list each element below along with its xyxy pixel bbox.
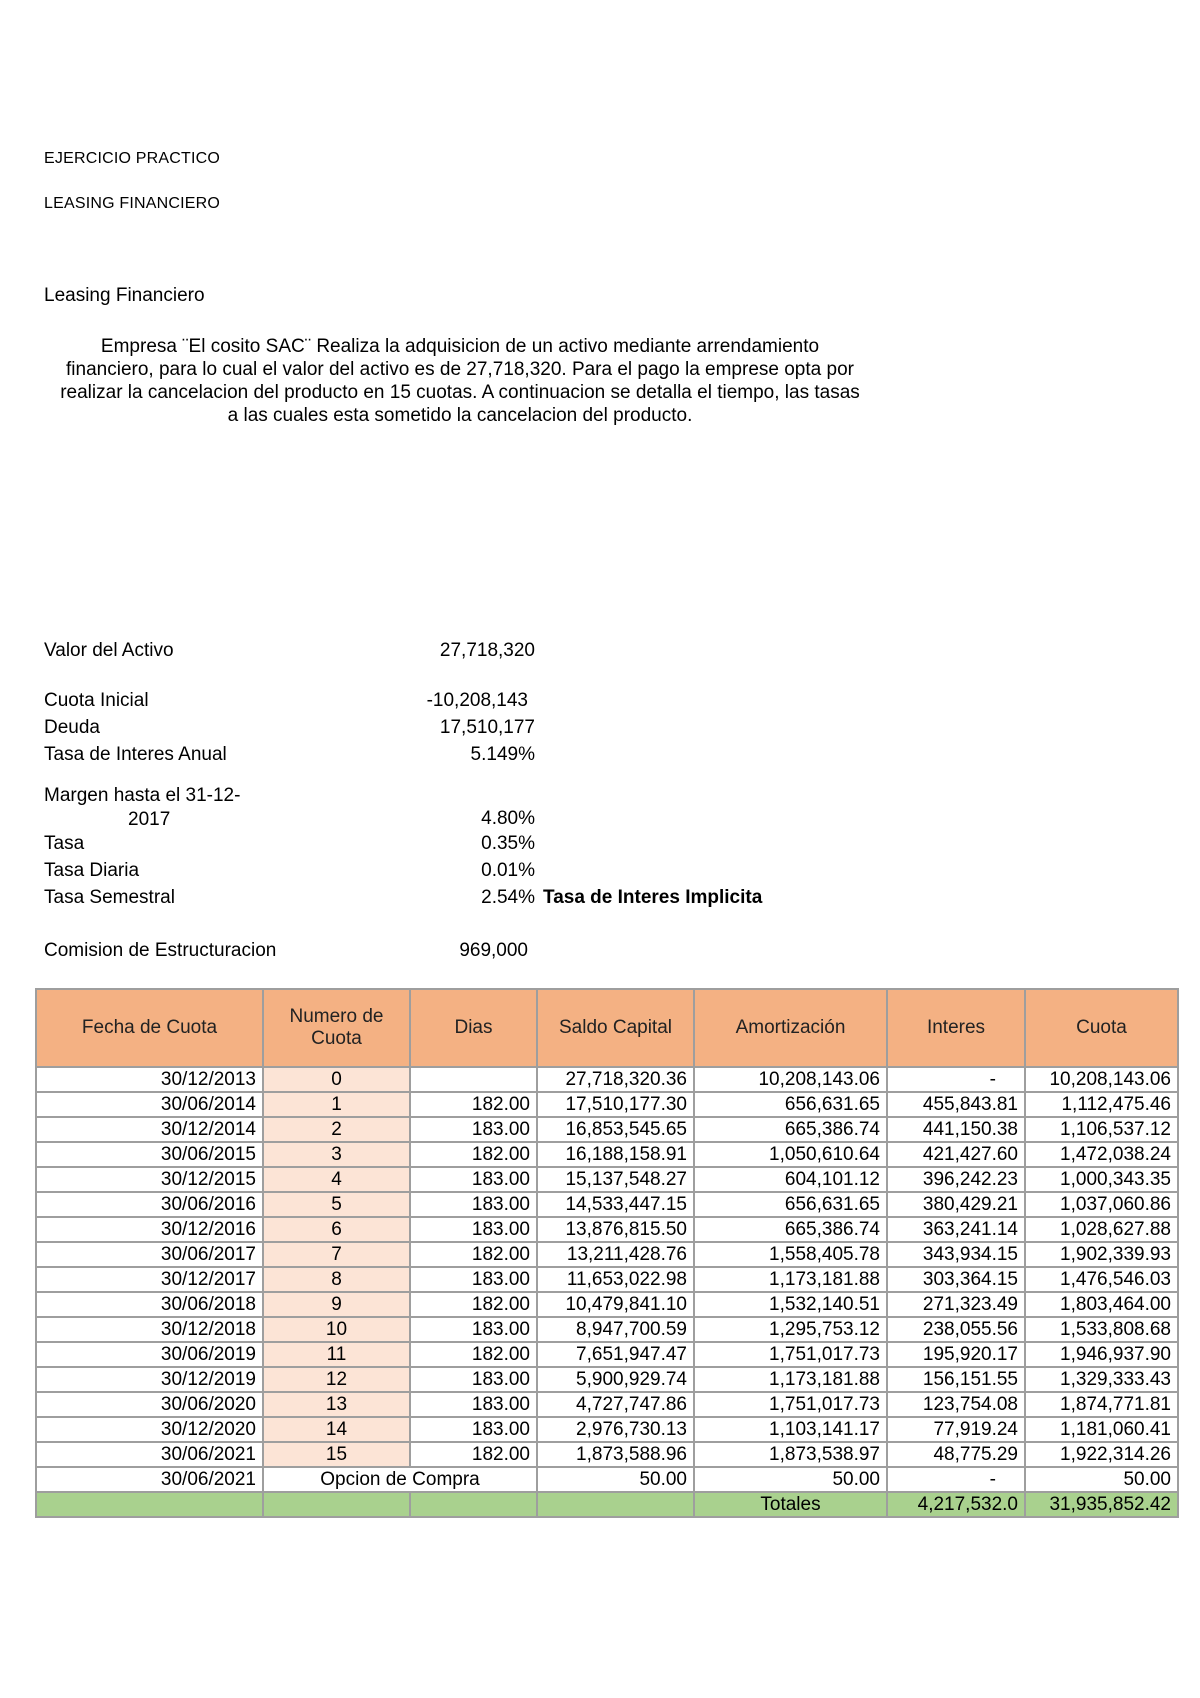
tasa-label: Tasa: [44, 833, 85, 854]
cell-dias: 182.00: [410, 1242, 537, 1267]
valor-activo-label: Valor del Activo: [44, 640, 174, 661]
tasa-anual-value: 5.149%: [470, 744, 535, 765]
opcion-fecha: 30/06/2021: [36, 1467, 263, 1492]
cell-dias: [410, 1067, 537, 1092]
opcion-cuota: 50.00: [1025, 1467, 1178, 1492]
margen-label: [44, 784, 264, 832]
cell-cuota: 1,902,339.93: [1025, 1242, 1178, 1267]
cell-saldo: 16,853,545.65: [537, 1117, 694, 1142]
cell-fecha: 30/06/2016: [36, 1192, 263, 1217]
cell-interes: 343,934.15: [887, 1242, 1025, 1267]
comision-label: Comision de Estructuracion: [44, 940, 277, 961]
cell-dias: 182.00: [410, 1292, 537, 1317]
cell-fecha: 30/06/2015: [36, 1142, 263, 1167]
cell-fecha: 30/06/2018: [36, 1292, 263, 1317]
table-row: [36, 1092, 1178, 1117]
cell-fecha: 30/06/2017: [36, 1242, 263, 1267]
cell-fecha: 30/12/2017: [36, 1267, 263, 1292]
header-cuota: Cuota: [1025, 989, 1178, 1067]
totales-empty-2: [263, 1492, 410, 1517]
cell-fecha: 30/06/2014: [36, 1092, 263, 1117]
totales-cuota: 31,935,852.42: [1025, 1492, 1178, 1517]
cell-fecha: 30/06/2020: [36, 1392, 263, 1417]
cell-cuota: 10,208,143.06: [1025, 1067, 1178, 1092]
cell-saldo: 4,727,747.86: [537, 1392, 694, 1417]
cell-cuota: 1,922,314.26: [1025, 1442, 1178, 1467]
cell-fecha: 30/06/2021: [36, 1442, 263, 1467]
cell-cuota: 1,476,546.03: [1025, 1267, 1178, 1292]
section-title: Leasing Financiero: [44, 285, 205, 306]
cell-dias: 183.00: [410, 1417, 537, 1442]
cell-fecha: 30/12/2018: [36, 1317, 263, 1342]
cell-numero: 3: [263, 1142, 410, 1167]
cell-amortizacion: 1,751,017.73: [694, 1392, 887, 1417]
cell-numero: 6: [263, 1217, 410, 1242]
cell-numero: 4: [263, 1167, 410, 1192]
cell-dias: 183.00: [410, 1192, 537, 1217]
table-row: [36, 1367, 1178, 1392]
table-row: [36, 1242, 1178, 1267]
tasa-value: 0.35%: [481, 833, 535, 854]
cell-fecha: 30/12/2014: [36, 1117, 263, 1142]
cell-saldo: 27,718,320.36: [537, 1067, 694, 1092]
cell-dias: 183.00: [410, 1167, 537, 1192]
margen-value: 4.80%: [481, 808, 535, 829]
table-row: [36, 1142, 1178, 1167]
tasa-implicita-note: Tasa de Interes Implicita: [543, 887, 763, 908]
opcion-interes: -: [887, 1467, 1025, 1492]
cell-interes: 156,151.55: [887, 1367, 1025, 1392]
cell-numero: 2: [263, 1117, 410, 1142]
totales-interes: 4,217,532.0: [887, 1492, 1025, 1517]
cell-saldo: 1,873,588.96: [537, 1442, 694, 1467]
cell-amortizacion: 1,532,140.51: [694, 1292, 887, 1317]
cell-numero: 11: [263, 1342, 410, 1367]
cell-saldo: 2,976,730.13: [537, 1417, 694, 1442]
cell-dias: 183.00: [410, 1317, 537, 1342]
header-fecha: Fecha de Cuota: [36, 989, 263, 1067]
cell-interes: 123,754.08: [887, 1392, 1025, 1417]
table-row: [36, 1192, 1178, 1217]
cell-saldo: 13,876,815.50: [537, 1217, 694, 1242]
cell-amortizacion: 665,386.74: [694, 1217, 887, 1242]
deuda-label: Deuda: [44, 717, 100, 738]
cell-saldo: 8,947,700.59: [537, 1317, 694, 1342]
tasa-diaria-value: 0.01%: [481, 860, 535, 881]
totales-empty-3: [410, 1492, 537, 1517]
cell-dias: 183.00: [410, 1217, 537, 1242]
cell-cuota: 1,533,808.68: [1025, 1317, 1178, 1342]
header-amortizacion: Amortización: [694, 989, 887, 1067]
margen-label-line2: 2017: [128, 809, 171, 830]
header-interes: Interes: [887, 989, 1025, 1067]
header-dias: Dias: [410, 989, 537, 1067]
cell-numero: 0: [263, 1067, 410, 1092]
valor-activo-value: 27,718,320: [439, 640, 535, 661]
opcion-amortizacion: 50.00: [694, 1467, 887, 1492]
cell-amortizacion: 656,631.65: [694, 1192, 887, 1217]
opcion-label: Opcion de Compra: [263, 1467, 537, 1492]
cell-cuota: 1,472,038.24: [1025, 1142, 1178, 1167]
cell-numero: 5: [263, 1192, 410, 1217]
cell-interes: 380,429.21: [887, 1192, 1025, 1217]
cell-amortizacion: 1,558,405.78: [694, 1242, 887, 1267]
cell-cuota: 1,874,771.81: [1025, 1392, 1178, 1417]
cell-interes: 77,919.24: [887, 1417, 1025, 1442]
table-row: [36, 1442, 1178, 1467]
deuda-value: 17,510,177: [439, 717, 535, 738]
margen-label-line1: Margen hasta el 31-12-: [44, 785, 241, 806]
cell-fecha: 30/12/2013: [36, 1067, 263, 1092]
cell-dias: 183.00: [410, 1267, 537, 1292]
tasa-semestral-value: 2.54%: [481, 887, 535, 908]
cell-dias: 182.00: [410, 1142, 537, 1167]
cell-fecha: 30/12/2019: [36, 1367, 263, 1392]
cell-interes: 48,775.29: [887, 1442, 1025, 1467]
cell-amortizacion: 1,751,017.73: [694, 1342, 887, 1367]
cell-interes: 363,241.14: [887, 1217, 1025, 1242]
cell-dias: 182.00: [410, 1442, 537, 1467]
cell-amortizacion: 1,173,181.88: [694, 1367, 887, 1392]
totales-empty-4: [537, 1492, 694, 1517]
table-row: [36, 1292, 1178, 1317]
cell-numero: 10: [263, 1317, 410, 1342]
cell-saldo: 15,137,548.27: [537, 1167, 694, 1192]
cell-saldo: 7,651,947.47: [537, 1342, 694, 1367]
cell-amortizacion: 1,103,141.17: [694, 1417, 887, 1442]
cell-interes: 303,364.15: [887, 1267, 1025, 1292]
cell-cuota: 1,037,060.86: [1025, 1192, 1178, 1217]
cell-saldo: 13,211,428.76: [537, 1242, 694, 1267]
cuota-inicial-value: -10,208,143: [426, 690, 528, 711]
header-numero: Numero de Cuota: [263, 989, 410, 1067]
cell-amortizacion: 665,386.74: [694, 1117, 887, 1142]
table-header-row: [36, 989, 1178, 1067]
cell-cuota: 1,329,333.43: [1025, 1367, 1178, 1392]
cell-cuota: 1,181,060.41: [1025, 1417, 1178, 1442]
cell-numero: 12: [263, 1367, 410, 1392]
comision-value: 969,000: [459, 940, 528, 961]
opcion-saldo: 50.00: [537, 1467, 694, 1492]
table-row: [36, 1267, 1178, 1292]
cell-fecha: 30/12/2016: [36, 1217, 263, 1242]
tasa-diaria-label: Tasa Diaria: [44, 860, 140, 881]
cell-interes: 238,055.56: [887, 1317, 1025, 1342]
cell-interes: -: [887, 1067, 1025, 1092]
cell-amortizacion: 1,173,181.88: [694, 1267, 887, 1292]
cell-amortizacion: 604,101.12: [694, 1167, 887, 1192]
cell-fecha: 30/12/2020: [36, 1417, 263, 1442]
cell-interes: 271,323.49: [887, 1292, 1025, 1317]
cell-interes: 195,920.17: [887, 1342, 1025, 1367]
cell-saldo: 14,533,447.15: [537, 1192, 694, 1217]
description: Empresa ¨El cosito SAC¨ Realiza la adquisicion de un activo mediante arrendamiento financiero, para lo cual el valor del activo es de 27,718,320. Para el pago la emprese opta por realizar la cancelacion del producto en 15 cuotas. A continuacion se detalla el tiempo, las tasas a las cuales esta sometido la cancelacion del producto.: [60, 336, 860, 426]
cell-amortizacion: 656,631.65: [694, 1092, 887, 1117]
cell-cuota: 1,000,343.35: [1025, 1167, 1178, 1192]
cell-numero: 15: [263, 1442, 410, 1467]
cell-interes: 421,427.60: [887, 1142, 1025, 1167]
table-row: [36, 1317, 1178, 1342]
cell-numero: 14: [263, 1417, 410, 1442]
cell-dias: 183.00: [410, 1367, 537, 1392]
cell-amortizacion: 1,050,610.64: [694, 1142, 887, 1167]
totales-empty-1: [36, 1492, 263, 1517]
cell-amortizacion: 10,208,143.06: [694, 1067, 887, 1092]
cell-dias: 182.00: [410, 1092, 537, 1117]
table-row: [36, 1117, 1178, 1142]
cell-dias: 183.00: [410, 1117, 537, 1142]
table-row: [36, 1067, 1178, 1092]
cell-amortizacion: 1,295,753.12: [694, 1317, 887, 1342]
cell-saldo: 11,653,022.98: [537, 1267, 694, 1292]
table-row: [36, 1217, 1178, 1242]
cell-cuota: 1,112,475.46: [1025, 1092, 1178, 1117]
cell-fecha: 30/06/2019: [36, 1342, 263, 1367]
table-row: [36, 1167, 1178, 1192]
tasa-semestral-label: Tasa Semestral: [44, 887, 175, 908]
cell-cuota: 1,028,627.88: [1025, 1217, 1178, 1242]
cell-numero: 7: [263, 1242, 410, 1267]
opcion-compra-row: [36, 1467, 1178, 1492]
cell-dias: 182.00: [410, 1342, 537, 1367]
table-row: [36, 1392, 1178, 1417]
cell-numero: 1: [263, 1092, 410, 1117]
cell-numero: 9: [263, 1292, 410, 1317]
table-row: [36, 1342, 1178, 1367]
cell-interes: 396,242.23: [887, 1167, 1025, 1192]
totales-row: [36, 1492, 1178, 1517]
cell-interes: 441,150.38: [887, 1117, 1025, 1142]
cell-numero: 13: [263, 1392, 410, 1417]
title-ejercicio: EJERCICIO PRACTICO: [44, 150, 221, 167]
title-leasing: LEASING FINANCIERO: [44, 195, 221, 212]
cell-saldo: 5,900,929.74: [537, 1367, 694, 1392]
table-row: [36, 1417, 1178, 1442]
cell-saldo: 17,510,177.30: [537, 1092, 694, 1117]
cell-fecha: 30/12/2015: [36, 1167, 263, 1192]
header-saldo: Saldo Capital: [537, 989, 694, 1067]
cell-saldo: 10,479,841.10: [537, 1292, 694, 1317]
totales-label: Totales: [694, 1492, 887, 1517]
cell-cuota: 1,106,537.12: [1025, 1117, 1178, 1142]
cell-amortizacion: 1,873,538.97: [694, 1442, 887, 1467]
cell-numero: 8: [263, 1267, 410, 1292]
cuota-inicial-label: Cuota Inicial: [44, 690, 149, 711]
leasing-schedule-table: [35, 988, 1179, 1518]
tasa-anual-label: Tasa de Interes Anual: [44, 744, 227, 765]
cell-dias: 183.00: [410, 1392, 537, 1417]
cell-interes: 455,843.81: [887, 1092, 1025, 1117]
cell-saldo: 16,188,158.91: [537, 1142, 694, 1167]
cell-cuota: 1,946,937.90: [1025, 1342, 1178, 1367]
cell-cuota: 1,803,464.00: [1025, 1292, 1178, 1317]
